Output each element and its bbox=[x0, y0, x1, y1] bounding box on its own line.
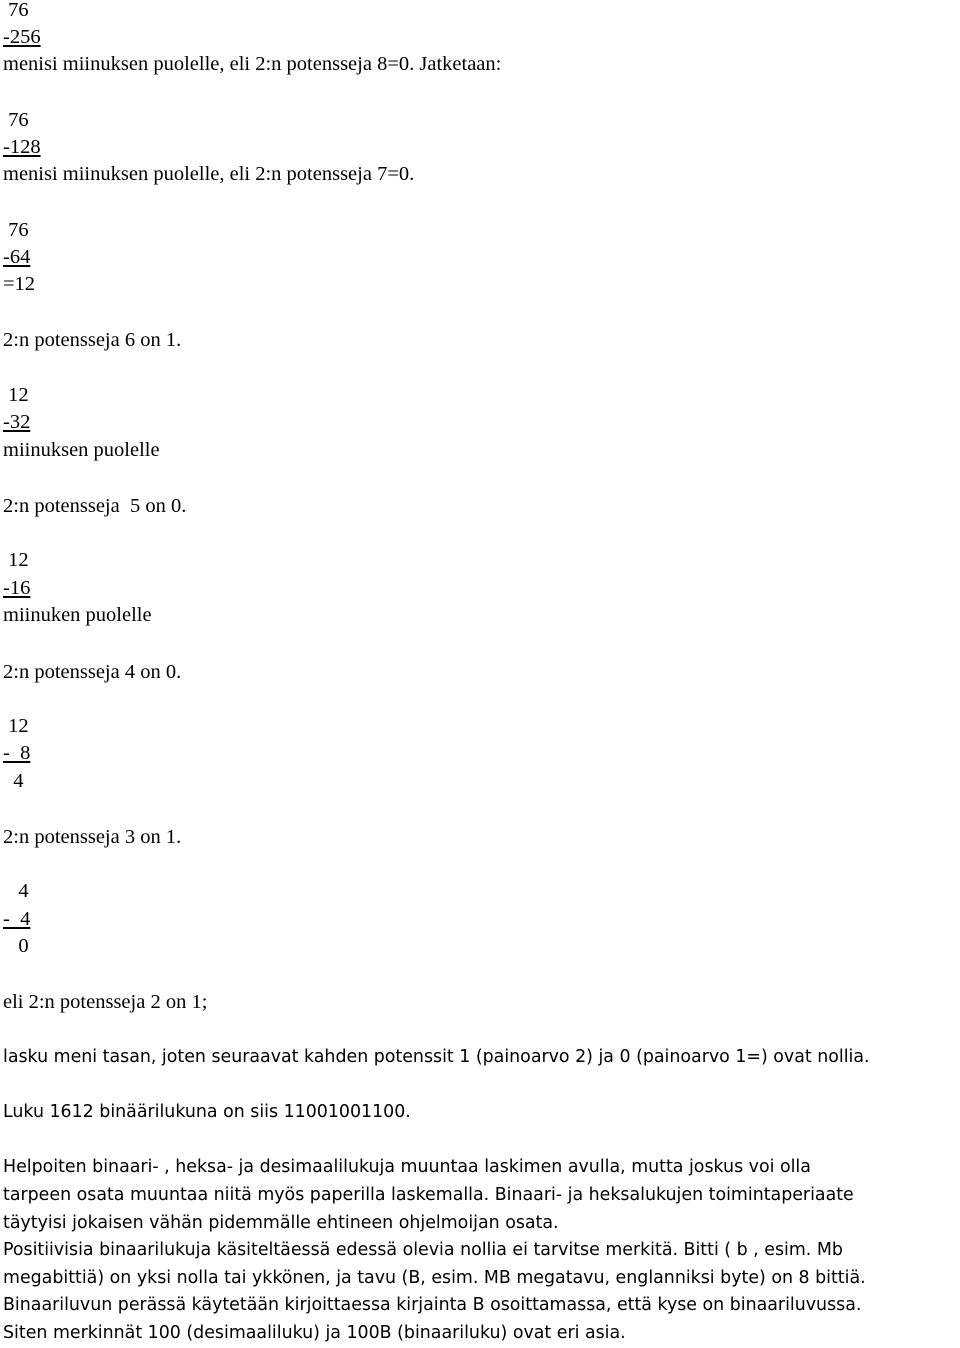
calc4-subtrahend: -32 bbox=[3, 411, 31, 433]
calc6-minuend: 12 bbox=[3, 715, 29, 737]
calc5-note: 2:n potensseja 4 on 0. bbox=[3, 661, 182, 683]
calc1-subtrahend: -256 bbox=[3, 26, 41, 48]
paragraph-line: Positiivisia binaarilukuja käsiteltäessä edessä olevia nollia ei tarvitse merkitä. Bitti ( b , esim. Mb bbox=[3, 1240, 843, 1260]
paragraph-result: Luku 1612 binäärilukuna on siis 11001001100. bbox=[3, 1102, 411, 1122]
paragraph-conclusion: lasku meni tasan, joten seuraavat kahden potenssit 1 (painoarvo 2) ja 0 (painoarvo 1=) ovat nollia. bbox=[3, 1047, 870, 1067]
calc6-result: 4 bbox=[3, 770, 24, 792]
calc6-note: 2:n potensseja 3 on 1. bbox=[3, 826, 182, 848]
calc5-result: miinuken puolelle bbox=[3, 604, 152, 626]
calc5-minuend: 12 bbox=[3, 549, 29, 571]
calc6-subtrahend: - 8 bbox=[3, 742, 31, 764]
calc3-result: =12 bbox=[3, 273, 36, 295]
calc1-note: menisi miinuksen puolelle, eli 2:n potensseja 8=0. Jatketaan: bbox=[3, 53, 502, 75]
calc2-note: menisi miinuksen puolelle, eli 2:n potensseja 7=0. bbox=[3, 163, 415, 185]
paragraph-line: Helpoiten binaari- , heksa- ja desimaalilukuja muuntaa laskimen avulla, mutta joskus voi olla bbox=[3, 1157, 811, 1177]
calc4-note: 2:n potensseja 5 on 0. bbox=[3, 495, 187, 517]
calc4-minuend: 12 bbox=[3, 384, 29, 406]
paragraph-line: Binaariluvun perässä käytetään kirjoittaessa kirjainta B osoittamassa, että kyse on binaariluvussa. bbox=[3, 1295, 862, 1315]
calc5-subtrahend: -16 bbox=[3, 577, 31, 599]
calc3-minuend: 76 bbox=[3, 219, 29, 241]
calc1-minuend: 76 bbox=[3, 0, 29, 21]
paragraph-line: täytyisi jokaisen vähän pidemmälle ehtineen ohjelmoijan osata. bbox=[3, 1213, 559, 1233]
calc3-subtrahend: -64 bbox=[3, 246, 31, 268]
calc7-note: eli 2:n potensseja 2 on 1; bbox=[3, 991, 208, 1013]
paragraph-line: megabittiä) on yksi nolla tai ykkönen, ja tavu (B, esim. MB megatavu, englanniksi byte) on 8 bittiä. bbox=[3, 1268, 866, 1288]
paragraph-line: Siten merkinnät 100 (desimaaliluku) ja 100B (binaariluku) ovat eri asia. bbox=[3, 1323, 626, 1343]
calc7-result: 0 bbox=[3, 935, 29, 957]
calc2-subtrahend: -128 bbox=[3, 136, 41, 158]
calc7-subtrahend: - 4 bbox=[3, 908, 31, 930]
paragraph-line: tarpeen osata muuntaa niitä myös paperilla laskemalla. Binaari- ja heksalukujen toimintaperiaate bbox=[3, 1185, 854, 1205]
calc4-result: miinuksen puolelle bbox=[3, 439, 160, 461]
calc7-minuend: 4 bbox=[3, 880, 29, 902]
calc3-note: 2:n potensseja 6 on 1. bbox=[3, 329, 182, 351]
calc2-minuend: 76 bbox=[3, 109, 29, 131]
